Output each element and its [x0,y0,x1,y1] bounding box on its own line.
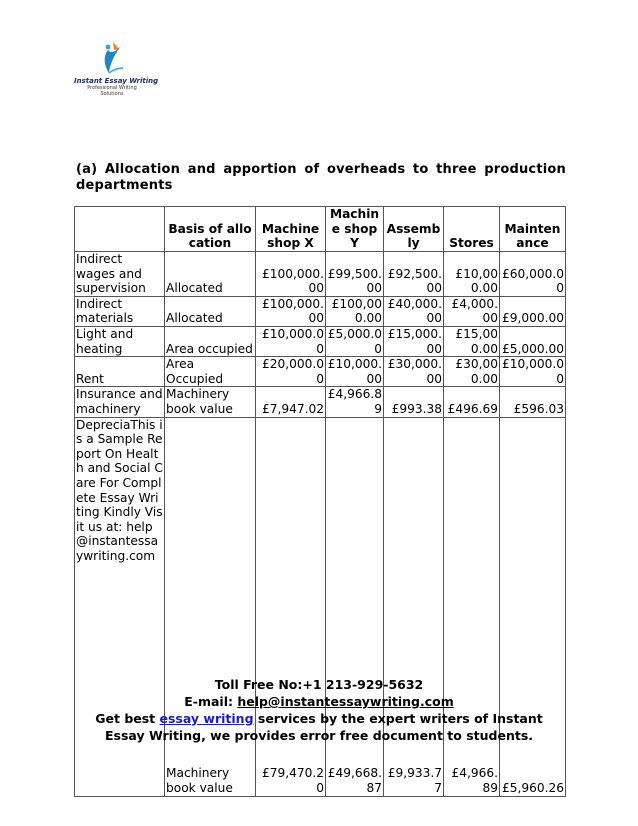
row-value: £10,000.00 [256,326,326,356]
row-value: £10,000.00 [500,357,566,387]
row-value: £100,000.00 [326,296,384,326]
row-value: £15,000.00 [444,326,500,356]
row-basis: Area Occupied [165,357,256,387]
row-value: £20,000.00 [256,357,326,387]
row-item: DepreciaThis is a Sample Report On Health and Social Care For Complete Essay Writing Kindly Visit us at: help@instantessaywriting.com [75,417,165,796]
row-value: £7,947.02 [256,387,326,417]
row-value: £9,000.00 [500,296,566,326]
row-item: Indirect materials [75,296,165,326]
row-value: £5,960.26 [500,417,566,796]
logo-figure-icon [97,40,127,76]
section-heading: (a) Allocation and apportion of overheads to three production departments [76,162,566,193]
row-value: £60,000.00 [500,252,566,297]
logo-brand-text: Instant Essay Writing [74,77,159,85]
table-header-row [75,207,566,252]
row-value: £4,966.89 [444,417,500,796]
logo-tagline: Professional Writing Solutions [87,85,137,97]
table-row [75,252,566,297]
header-cell: Machine shop X [256,207,326,252]
row-value: £496.69 [444,387,500,417]
row-value: £10,000.00 [444,252,500,297]
row-item: Insurance and machinery [76,387,163,416]
table-row [75,387,566,417]
table-row [75,326,566,356]
row-value: £79,470.20 [256,417,326,796]
header-cell: Machine shop Y [326,207,384,252]
row-value: £92,500.00 [384,252,444,297]
row-basis: Area occupied [165,326,256,356]
row-basis: Allocated [165,296,256,326]
row-value: £40,000.00 [384,296,444,326]
row-value: £100,000.00 [256,296,326,326]
header-cell: Basis of allocation [165,207,256,252]
email-label: E-mail: [184,694,238,709]
essay-writing-link[interactable]: essay writing [159,711,254,726]
row-value: £4,966.89 [326,387,384,417]
row-item: Light and heating [75,326,165,356]
row-value: £993.38 [384,387,444,417]
page-footer [74,676,564,744]
row-value: £5,000.00 [326,326,384,356]
row-basis: Machinery book value [165,387,256,417]
row-value: £30,000.00 [384,357,444,387]
header-cell [75,207,165,252]
email-link[interactable]: help@instantessaywriting.com [237,694,454,709]
row-value: £100,000.00 [256,252,326,297]
row-basis: Allocated [165,252,256,297]
row-value: £5,000.00 [500,326,566,356]
promo-line: Get best essay writing services by the expert writers of Instant Essay Writing, we provides error free document to students. [95,711,543,743]
row-value: £10,000.00 [326,357,384,387]
header-cell: Stores [444,207,500,252]
toll-free-line: Toll Free No:+1 213-929-5632 [214,677,424,692]
header-cell: Maintenance [500,207,566,252]
row-value: £4,000.00 [444,296,500,326]
row-value: £9,933.77 [384,417,444,796]
row-basis: Machinery book value [165,417,256,796]
row-value: £15,000.00 [384,326,444,356]
row-value: £49,668.87 [326,417,384,796]
row-value: £99,500.00 [326,252,384,297]
row-value: £30,000.00 [444,357,500,387]
row-value: £596.03 [500,387,566,417]
company-logo [74,40,159,112]
header-cell: Assembly [384,207,444,252]
email-line [74,693,564,710]
table-row [75,296,566,326]
table-row [75,357,566,387]
row-item: Indirect wages and supervision [75,252,165,297]
row-item: Rent [75,357,165,387]
